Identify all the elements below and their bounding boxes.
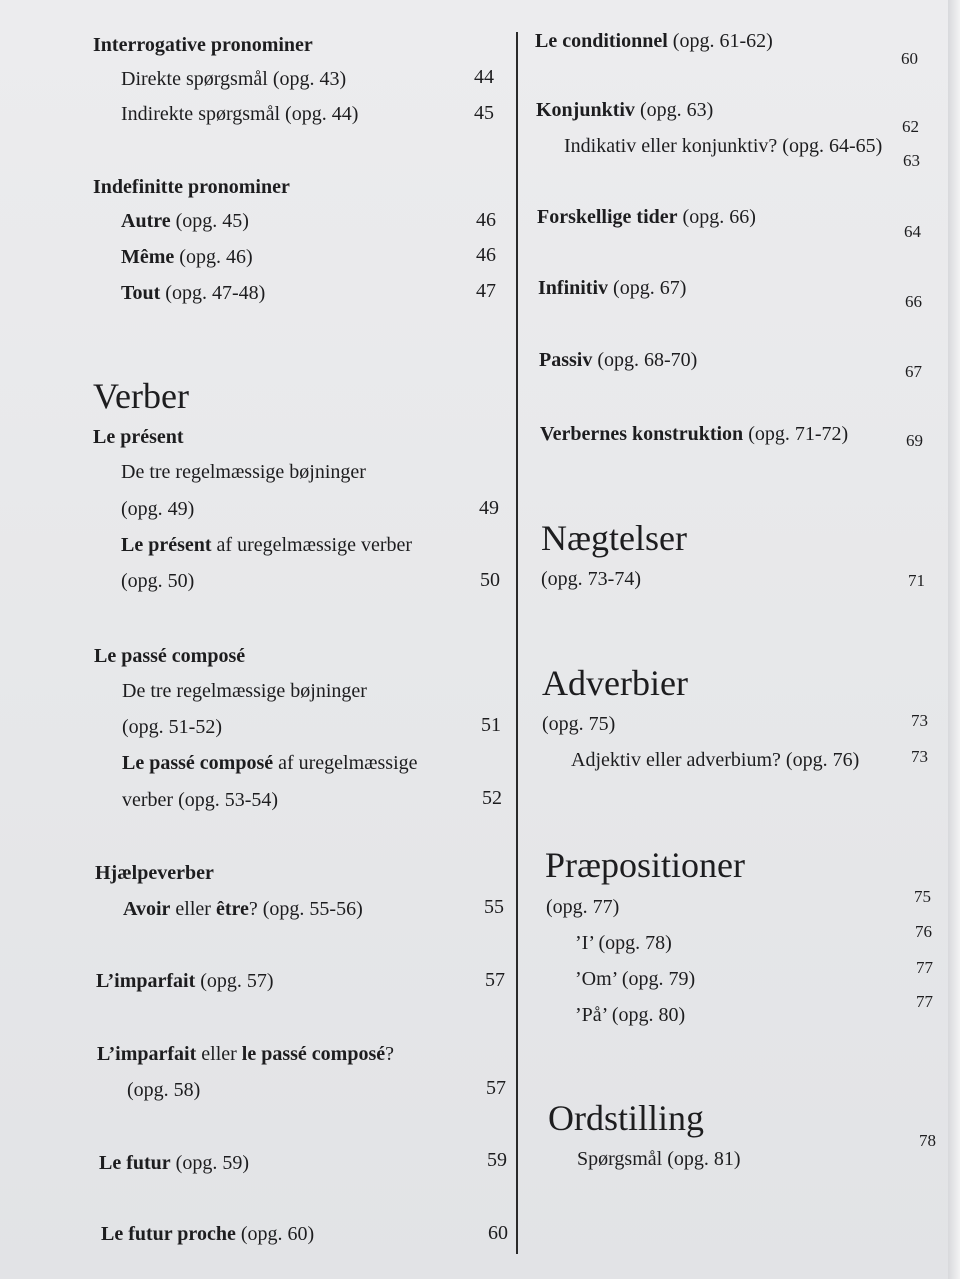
section-title: Ordstilling <box>548 1098 705 1138</box>
toc-entry: verber (opg. 53-54) <box>122 789 279 811</box>
toc-entry: Le futur proche (opg. 60) <box>101 1223 315 1245</box>
toc-heading: Interrogative pronominer <box>93 34 313 56</box>
section-title: Adverbier <box>542 663 688 703</box>
toc-entry: Le futur (opg. 59) <box>99 1152 249 1174</box>
page-number: 51 <box>481 714 501 736</box>
page-number: 57 <box>485 969 505 991</box>
toc-entry: L’imparfait eller le passé composé? <box>97 1043 395 1065</box>
column-divider <box>516 32 518 1254</box>
toc-heading: Indefinitte pronominer <box>93 176 290 198</box>
toc-heading: Le présent <box>93 426 184 448</box>
toc-entry: De tre regelmæssige bøjninger <box>121 461 366 483</box>
page-number: 57 <box>486 1077 506 1099</box>
toc-heading: Hjælpeverber <box>95 862 214 884</box>
toc-entry: Le passé composé af uregelmæssige <box>122 752 418 774</box>
toc-entry: (opg. 51-52) <box>122 716 222 738</box>
toc-entry: (opg. 77) <box>546 896 620 918</box>
toc-heading: Le passé composé <box>94 645 246 667</box>
page-number: 78 <box>919 1131 936 1150</box>
page-number: 75 <box>914 887 931 906</box>
page-number: 47 <box>476 280 496 302</box>
page-number: 50 <box>480 569 500 591</box>
toc-entry: (opg. 58) <box>127 1079 201 1101</box>
toc-entry: Indikativ eller konjunktiv? (opg. 64-65) <box>564 135 883 157</box>
section-title: Præpositioner <box>545 845 746 885</box>
page-number: 44 <box>474 66 494 88</box>
toc-entry: (opg. 75) <box>542 713 616 735</box>
page-number: 59 <box>487 1149 507 1171</box>
page-number: 52 <box>482 787 502 809</box>
section-title: Verber <box>93 376 189 416</box>
page-number: 63 <box>903 151 920 170</box>
toc-entry: Le conditionnel (opg. 61-62) <box>535 30 773 52</box>
toc-entry: Adjektiv eller adverbium? (opg. 76) <box>571 749 860 771</box>
page-number: 64 <box>904 222 921 241</box>
toc-entry: Tout (opg. 47-48) <box>121 282 266 304</box>
page-edge <box>948 0 960 1279</box>
toc-entry: (opg. 50) <box>121 570 195 592</box>
page-number: 77 <box>916 958 933 977</box>
toc-entry: Verbernes konstruktion (opg. 71-72) <box>540 423 849 445</box>
page-number: 45 <box>474 102 494 124</box>
toc-entry: L’imparfait (opg. 57) <box>96 970 274 992</box>
page-number: 69 <box>906 431 923 450</box>
toc-entry: Le présent af uregelmæssige verber <box>121 534 413 556</box>
page-number: 60 <box>901 49 918 68</box>
toc-entry: (opg. 49) <box>121 498 195 520</box>
toc-entry: Direkte spørgsmål (opg. 43) <box>121 68 347 90</box>
toc-entry: Spørgsmål (opg. 81) <box>577 1148 741 1170</box>
page-number: 67 <box>905 362 922 381</box>
toc-entry: Passiv (opg. 68-70) <box>539 349 698 371</box>
section-title: Nægtelser <box>541 518 687 558</box>
toc-entry: ’På’ (opg. 80) <box>575 1004 686 1026</box>
page-number: 77 <box>916 992 933 1011</box>
toc-entry: Avoir eller être? (opg. 55-56) <box>123 898 363 920</box>
page-number: 73 <box>911 711 928 730</box>
toc-entry: Infinitiv (opg. 67) <box>538 277 687 299</box>
toc-entry: Forskellige tider (opg. 66) <box>537 206 756 228</box>
page-number: 71 <box>908 571 925 590</box>
page-number: 66 <box>905 292 922 311</box>
page-number: 55 <box>484 896 504 918</box>
page-number: 46 <box>476 244 496 266</box>
page-number: 76 <box>915 922 932 941</box>
page-number: 49 <box>479 497 499 519</box>
toc-entry: ’I’ (opg. 78) <box>575 932 672 954</box>
page-number: 60 <box>488 1222 508 1244</box>
toc-entry: (opg. 73-74) <box>541 568 641 590</box>
toc-entry: Indirekte spørgsmål (opg. 44) <box>121 103 359 125</box>
toc-entry: Autre (opg. 45) <box>121 210 249 232</box>
page-number: 62 <box>902 117 919 136</box>
toc-entry: Konjunktiv (opg. 63) <box>536 99 714 121</box>
toc-entry: Même (opg. 46) <box>121 246 253 268</box>
toc-entry: De tre regelmæssige bøjninger <box>122 680 367 702</box>
page-number: 73 <box>911 747 928 766</box>
page-number: 46 <box>476 209 496 231</box>
toc-entry: ’Om’ (opg. 79) <box>575 968 696 990</box>
